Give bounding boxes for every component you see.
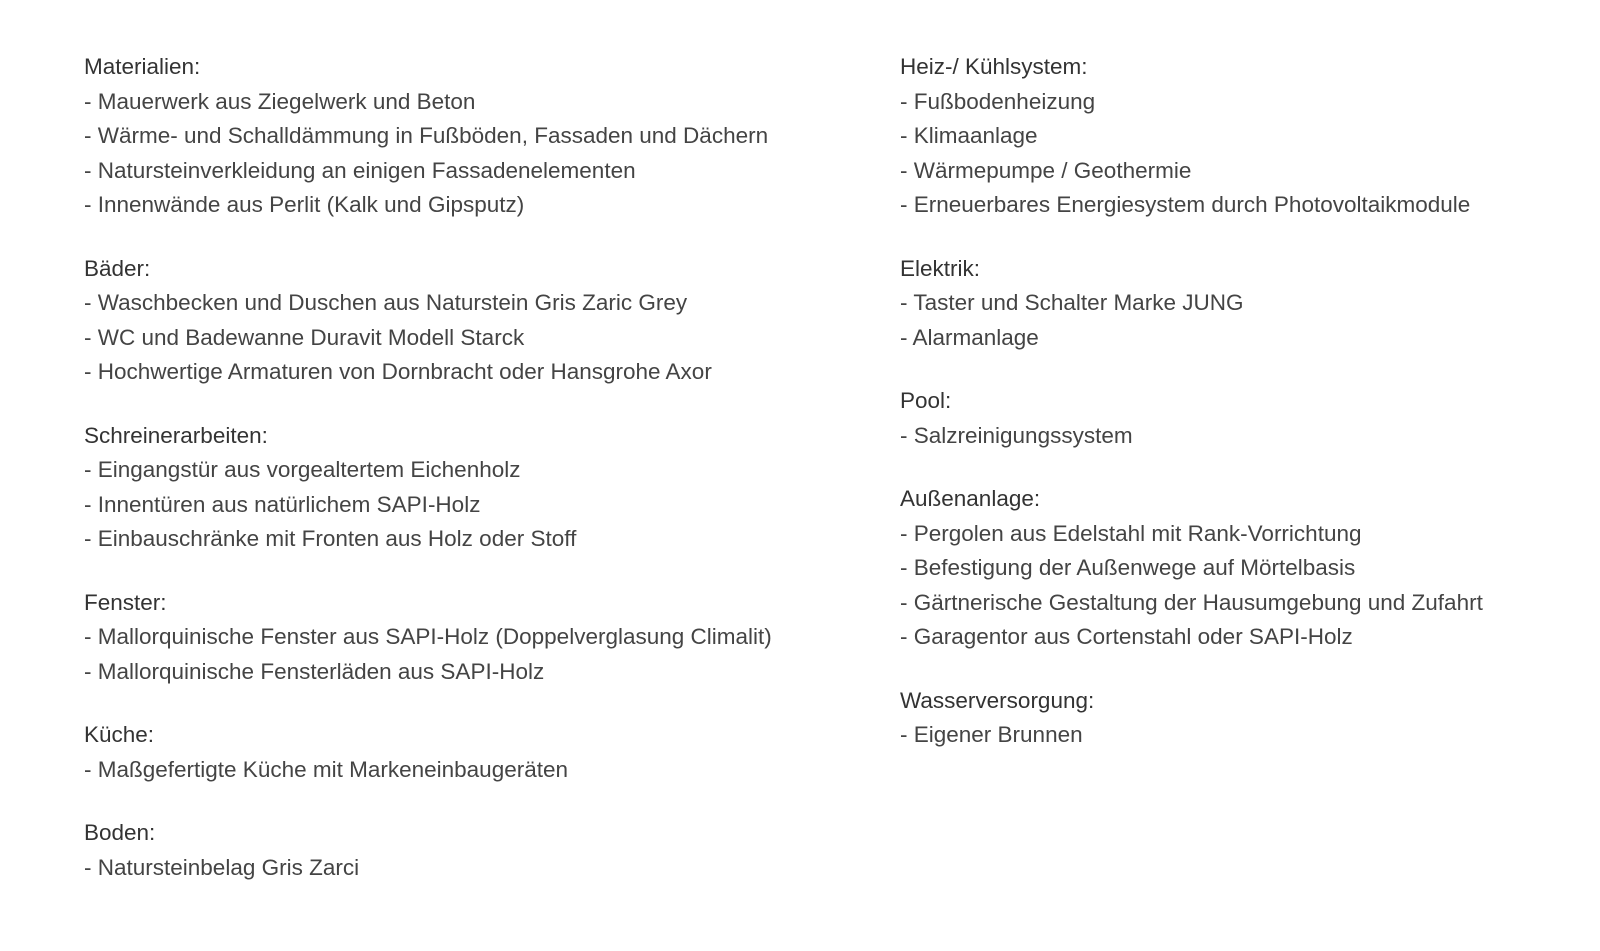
list-item: - Befestigung der Außenwege auf Mörtelbasis xyxy=(900,555,1356,580)
list-item: - Innentüren aus natürlichem SAPI-Holz xyxy=(84,491,481,517)
section-title: Schreinerarbeiten: xyxy=(84,422,268,448)
list-item: - Eingangstür aus vorgealtertem Eichenholz xyxy=(84,457,521,482)
section-pool xyxy=(900,384,1590,453)
section-aussenanlage xyxy=(900,482,1590,655)
section-fenster xyxy=(84,586,864,690)
section-materialien xyxy=(84,50,864,223)
list-item: - Mallorquinische Fensterläden aus SAPI-Holz xyxy=(84,658,545,684)
list-item: - Einbauschränke mit Fronten aus Holz oder Stoff xyxy=(84,526,577,551)
list-item: - Hochwertige Armaturen von Dornbracht oder Hansgrohe Axor xyxy=(84,359,712,384)
section-schreinerarbeiten xyxy=(84,419,864,557)
section-baeder xyxy=(84,252,864,390)
list-item: - Wärmepumpe / Geothermie xyxy=(900,157,1192,183)
section-wasserversorgung xyxy=(900,684,1590,753)
left-column xyxy=(84,50,864,914)
section-title: Boden: xyxy=(84,820,156,845)
section-title: Pool: xyxy=(900,388,952,413)
list-item: - Pergolen aus Edelstahl mit Rank-Vorrichtung xyxy=(900,520,1362,546)
section-title: Elektrik: xyxy=(900,255,981,281)
list-item: - Wärme- und Schalldämmung in Fußböden, Fassaden und Dächern xyxy=(84,123,769,148)
list-item: - Erneuerbares Energiesystem durch Photovoltaikmodule xyxy=(900,192,1471,217)
section-title: Küche: xyxy=(84,722,155,747)
section-title: Heiz-/ Kühlsystem: xyxy=(900,54,1088,79)
section-title: Außenanlage: xyxy=(900,486,1041,511)
right-column xyxy=(900,50,1590,782)
list-item: - Taster und Schalter Marke JUNG xyxy=(900,290,1244,315)
list-item: - Innenwände aus Perlit (Kalk und Gipsputz) xyxy=(84,192,525,217)
section-title: Materialien: xyxy=(84,54,201,79)
list-item: - WC und Badewanne Duravit Modell Starck xyxy=(84,324,525,350)
section-boden xyxy=(84,816,864,885)
section-elektrik xyxy=(900,252,1590,356)
list-item: - Eigener Brunnen xyxy=(900,722,1083,747)
list-item: - Gärtnerische Gestaltung der Hausumgebung und Zufahrt xyxy=(900,589,1483,615)
list-item: - Mauerwerk aus Ziegelwerk und Beton xyxy=(84,88,476,114)
list-item: - Alarmanlage xyxy=(900,324,1039,350)
list-item: - Mallorquinische Fenster aus SAPI-Holz (Doppelverglasung Climalit) xyxy=(84,624,772,649)
list-item: - Fußbodenheizung xyxy=(900,88,1096,114)
list-item: - Salzreinigungssystem xyxy=(900,422,1133,448)
section-heiz-kuehlsystem xyxy=(900,50,1590,223)
section-title: Wasserversorgung: xyxy=(900,687,1095,713)
list-item: - Garagentor aus Cortenstahl oder SAPI-Holz xyxy=(900,624,1353,649)
section-title: Bäder: xyxy=(84,255,151,281)
list-item: - Klimaanlage xyxy=(900,123,1038,148)
list-item: - Maßgefertigte Küche mit Markeneinbaugeräten xyxy=(84,756,569,782)
list-item: - Waschbecken und Duschen aus Naturstein Gris Zaric Grey xyxy=(84,290,688,315)
list-item: - Natursteinverkleidung an einigen Fassadenelementen xyxy=(84,157,636,183)
section-title: Fenster: xyxy=(84,589,167,615)
list-item: - Natursteinbelag Gris Zarci xyxy=(84,854,360,880)
section-kueche xyxy=(84,718,864,787)
